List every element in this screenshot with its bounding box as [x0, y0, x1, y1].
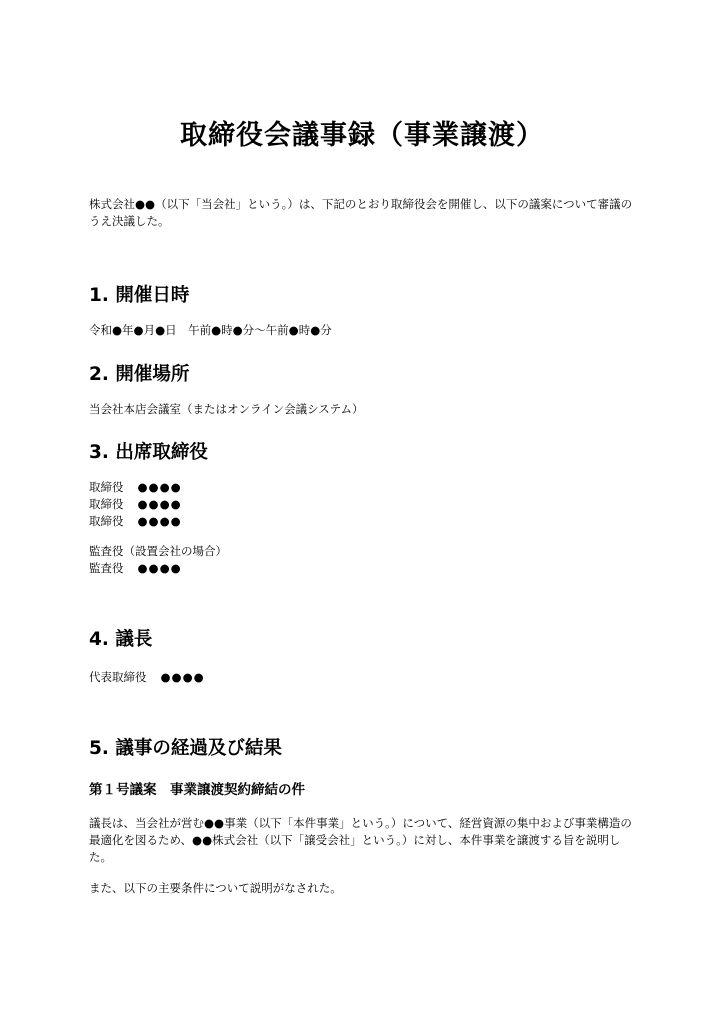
- attendee-role: 取締役: [89, 514, 124, 528]
- attendee-name: ●●●●: [137, 514, 182, 528]
- agenda-title: 第１号議案 事業譲渡契約締結の件: [89, 782, 305, 798]
- intro-paragraph: 株式会社●●（以下「当会社」という。）は、下記のとおり取締役会を開催し、以下の議案について審議のうえ決議した。: [89, 197, 633, 228]
- attendee-name: ●●●●: [137, 497, 182, 511]
- chair-role: 代表取締役: [89, 670, 147, 684]
- attendee-role: 取締役: [89, 497, 124, 511]
- meeting-date-text: 令和●年●月●日 午前●時●分～午前●時●分: [89, 323, 332, 337]
- section-heading-chair: 4. 議長: [89, 629, 153, 650]
- attendee-name: ●●●●: [137, 480, 182, 494]
- meeting-place-text: 当会社本店会議室（またはオンライン会議システム）: [89, 402, 364, 416]
- auditor-note: 監査役（設置会社の場合）: [89, 544, 227, 558]
- proceedings-paragraph-2: また、以下の主要条件について説明がなされた。: [89, 881, 342, 895]
- auditor-role: 監査役: [89, 561, 124, 575]
- section-heading-place: 2. 開催場所: [89, 364, 190, 385]
- chair-row: [89, 669, 205, 685]
- auditor-name: ●●●●: [137, 561, 182, 575]
- chair-name: ●●●●: [160, 670, 205, 684]
- proceedings-paragraph-1: 議長は、当会社が営む●●事業（以下「本件事業」という。）について、経営資源の集中および事業構造の最適化を図るため、●●株式会社（以下「譲受会社」という。）に対し、本件事業を譲渡する旨を説明した。: [89, 816, 632, 864]
- section-heading-attendees: 3. 出席取締役: [89, 442, 208, 463]
- attendee-row: [89, 496, 182, 512]
- attendee-row: [89, 513, 182, 529]
- auditor-row: [89, 560, 182, 576]
- section-heading-date: 1. 開催日時: [89, 285, 190, 306]
- attendee-role: 取締役: [89, 480, 124, 494]
- document-title: 取締役会議事録（事業譲渡）: [180, 120, 544, 151]
- section-heading-proceedings: 5. 議事の経過及び結果: [89, 738, 282, 759]
- attendee-row: [89, 479, 182, 495]
